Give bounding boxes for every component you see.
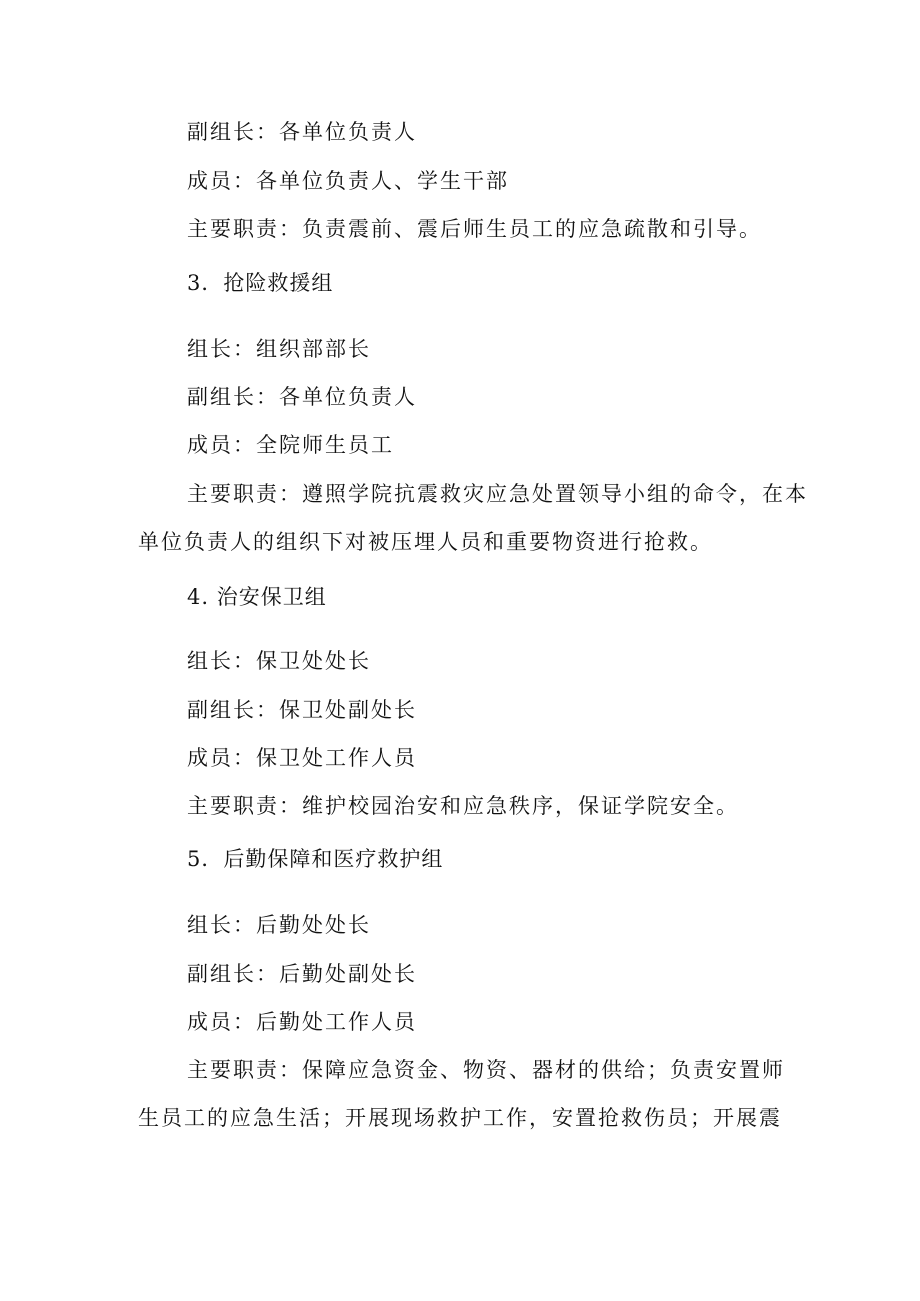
deputy-leader-line: 副组长：保卫处副处长 <box>187 698 417 722</box>
deputy-leader-line: 副组长：各单位负责人 <box>187 120 417 144</box>
duties-line: 主要职责：负责震前、震后师生员工的应急疏散和引导。 <box>187 217 762 241</box>
members-line: 成员：保卫处工作人员 <box>187 746 417 770</box>
members-line: 成员：后勤处工作人员 <box>187 1010 417 1034</box>
duties-line: 主要职责：维护校园治安和应急秩序，保证学院安全。 <box>187 794 739 818</box>
section-heading-rescue: 3．抢险救援组 <box>187 271 334 295</box>
deputy-leader-line: 副组长：后勤处副处长 <box>187 962 417 986</box>
deputy-leader-line: 副组长：各单位负责人 <box>187 385 417 409</box>
leader-line: 组长：组织部部长 <box>187 337 371 361</box>
duties-line-continued: 生员工的应急生活；开展现场救护工作，安置抢救伤员；开展震 <box>138 1106 782 1130</box>
leader-line: 组长：保卫处处长 <box>187 649 371 673</box>
duties-line-continued: 单位负责人的组织下对被压埋人员和重要物资进行抢救。 <box>138 530 713 554</box>
section-heading-security: 4. 治安保卫组 <box>187 585 327 609</box>
duties-line: 主要职责：保障应急资金、物资、器材的供给；负责安置师 <box>187 1058 785 1082</box>
section-heading-logistics: 5．后勤保障和医疗救护组 <box>187 847 444 871</box>
members-line: 成员：各单位负责人、学生干部 <box>187 169 509 193</box>
duties-line: 主要职责：遵照学院抗震救灾应急处置领导小组的命令，在本 <box>187 482 808 506</box>
members-line: 成员：全院师生员工 <box>187 433 394 457</box>
leader-line: 组长：后勤处处长 <box>187 913 371 937</box>
